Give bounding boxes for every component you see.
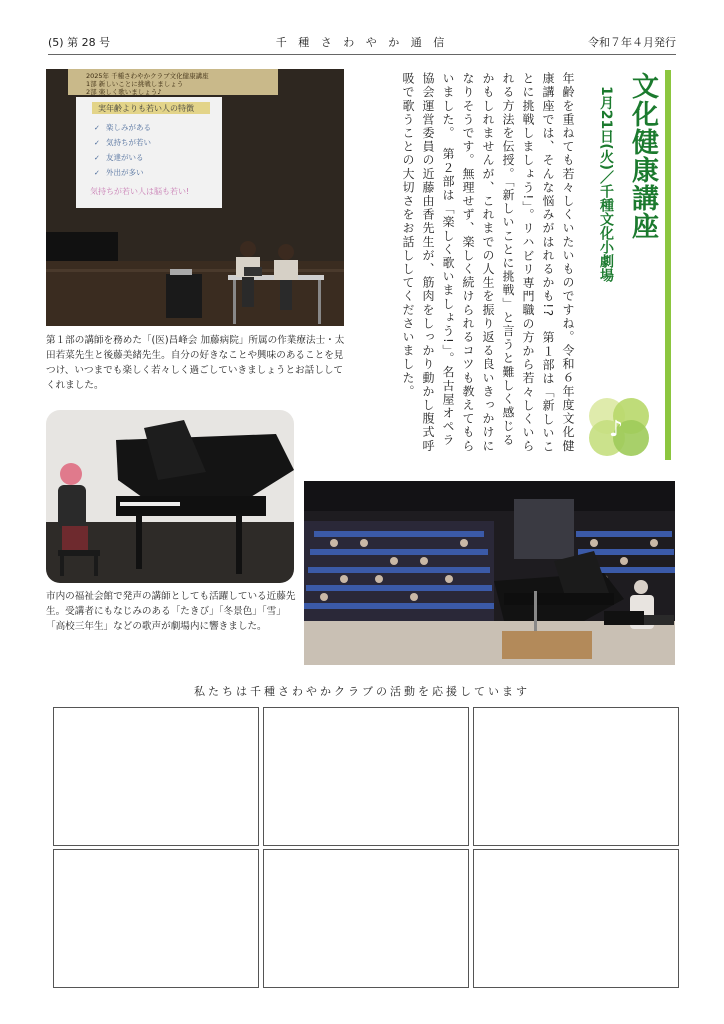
slide-banner-3: 2部 楽しく歌いましょう♪: [86, 88, 162, 96]
pianist-caption: 市内の福祉会館で発声の講師としても活躍している近藤先生。受講者にもなじみのある「たきび」「冬景色」「雪」「高校三年生」などの歌声が劇場内に響きました。: [46, 591, 296, 632]
slide-footer: 気持ちが若い人は脳も若い!: [90, 187, 190, 196]
lecture-photo: [46, 69, 344, 326]
slide-item-4: 外出が多い: [106, 168, 144, 177]
slide-banner-2: 1部 新しいことに挑戦しましょう: [86, 80, 184, 88]
sponsor-box-2: [263, 707, 469, 846]
sponsor-box-6: [473, 849, 679, 988]
newsletter-name: 千 種 さ わ や か 通 信: [275, 36, 449, 49]
svg-text:✓: ✓: [94, 139, 100, 147]
sponsor-box-4: [53, 849, 259, 988]
sponsor-box-5: [263, 849, 469, 988]
clover-decoration: [577, 390, 662, 462]
issue-date: 令和７年４月発行: [588, 36, 676, 49]
audience-photo: [304, 481, 675, 665]
article-title: 文化健康講座: [627, 72, 658, 240]
issue-number: (5) 第 28 号: [48, 36, 111, 49]
slide-heading: 実年齢よりも若い人の特徴: [98, 104, 194, 113]
slide-banner-1: 2025年 千種さわやかクラブ文化健康講座: [86, 72, 209, 80]
article-date-place: 1月21日(火)／千種文化小劇場: [598, 86, 614, 283]
sponsor-box-1: [53, 707, 259, 846]
article-body: 年齢を重ねても若々しくいたいものですね。令和６年度文化健康講座では、そんな悩みがはれるかも!? 第１部は「新しいことに挑戦しましょう!」。リハビリ専門職の方から若々しくいられる方法を伝授。「新しいことに挑戦」と言うと難しく感じるかもしれませんが、これまでの人生を振り返る良いきっかけになりそうです。無理せず、楽しく続けられるコツも教えてもらいました。 第２部は「楽しく歌いましょう!」。名古屋オペラ協会運営委員の近藤由香先生が、筋肉をしっかり動かし腹式呼吸で歌うことの大切さをお話ししてくださいました。: [401, 72, 575, 454]
accent-bar: [665, 70, 671, 460]
svg-text:✓: ✓: [94, 124, 100, 132]
svg-text:✓: ✓: [94, 169, 100, 177]
sponsor-heading: 私たちは千種さわやかクラブの活動を応援しています: [194, 685, 530, 698]
slide-item-2: 気持ちが若い: [106, 138, 151, 147]
lecture-caption: 第１部の講師を務めた「(医)昌峰会 加藤病院」所属の作業療法士・太田若菜先生と後藤美緒先生。自分の好きなことや興味のあることを見つけ、いつまでも楽しく若々しく過ごしていきましょうとお話ししてくれました。: [46, 335, 345, 391]
slide-item-3: 友達がいる: [106, 153, 144, 162]
svg-text:♪: ♪: [609, 417, 624, 442]
page-header: [48, 34, 676, 54]
header-divider: [48, 54, 676, 55]
svg-text:✓: ✓: [94, 154, 100, 162]
sponsor-box-3: [473, 707, 679, 846]
pianist-photo: [46, 410, 294, 583]
slide-item-1: 楽しみがある: [106, 123, 151, 132]
